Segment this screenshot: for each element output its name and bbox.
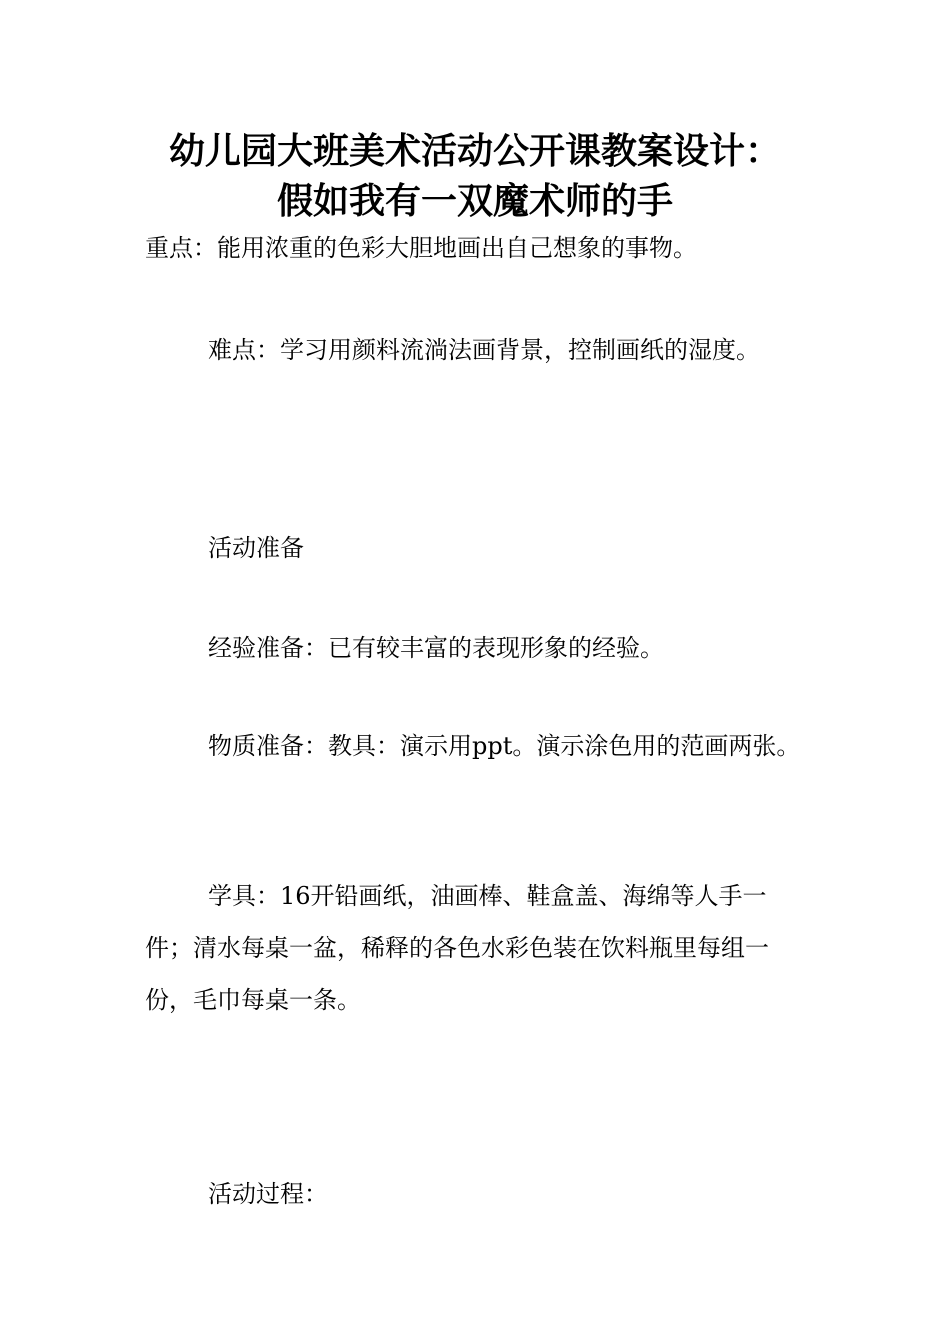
difficulty-paragraph: 难点：学习用颜料流淌法画背景，控制画纸的湿度。 [208,336,760,364]
key-point-paragraph: 重点：能用浓重的色彩大胆地画出自己想象的事物。 [145,234,697,262]
activity-preparation-heading: 活动准备 [208,534,304,562]
document-title-line-2: 假如我有一双魔术师的手 [276,181,673,222]
activity-process-heading: 活动过程： [208,1180,328,1208]
material-preparation-paragraph: 物质准备：教具：演示用ppt。演示涂色用的范画两张。 [208,732,801,760]
document-title-line-1: 幼儿园大班美术活动公开课教案设计： [168,131,781,172]
experience-preparation-paragraph: 经验准备：已有较丰富的表现形象的经验。 [208,634,664,662]
student-tools-paragraph: 学具：16开铅画纸，油画棒、鞋盒盖、海绵等人手一件；清水每桌一盆，稀释的各色水彩色装在饮料瓶里每组一份，毛巾每桌一条。 [145,882,769,1014]
